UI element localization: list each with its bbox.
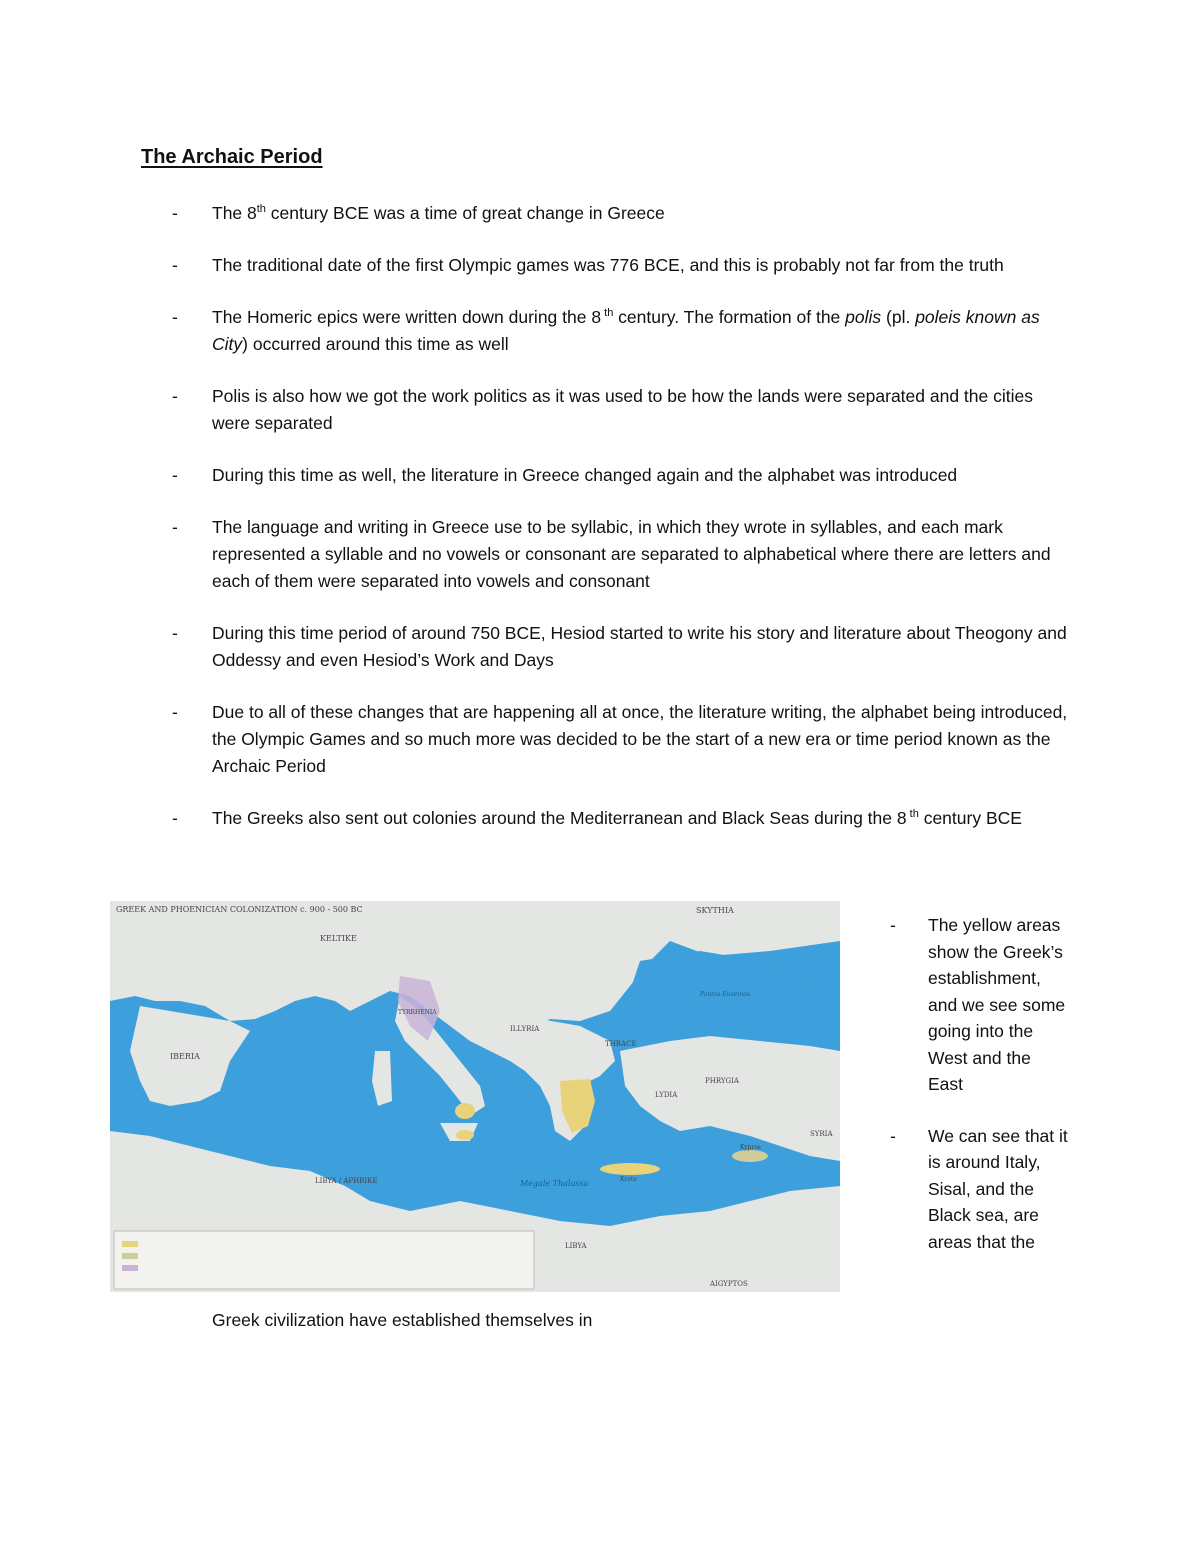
map-greek-south-italy [455, 1103, 475, 1119]
map-label-lydia: LYDIA [655, 1091, 678, 1099]
legend-swatch-greek [122, 1241, 138, 1247]
map-label-pontos-euxeinos: Pontos Euxeinos [700, 991, 750, 998]
list-item: - The yellow areas show the Greek’s establishment, and we see some going into the West and the East [890, 912, 1070, 1098]
map-title: GREEK AND PHOENICIAN COLONIZATION c. 900 - 500 BC [116, 905, 363, 914]
map-label-illyria: ILLYRIA [510, 1025, 540, 1033]
page-title: The Archaic Period [141, 146, 323, 168]
map-greek-sicily [456, 1130, 474, 1140]
bullet-dash: - [172, 808, 178, 828]
bullet-dash: - [172, 623, 178, 643]
map-label-aigyptos: AIGYPTOS [710, 1280, 748, 1288]
bullet-dash: - [172, 255, 178, 275]
legend-swatch-etruscan [122, 1265, 138, 1271]
map-label-libya: LIBYA [565, 1242, 587, 1250]
bullet-dash: - [172, 307, 178, 327]
map-label-keltike: KELTIKE [320, 934, 357, 943]
list-item: - The Greeks also sent out colonies around the Mediterranean and Black Seas during the 8 $^{th}$ century BCE [172, 805, 1072, 832]
side-bullet-list [890, 912, 1070, 1280]
bullet-dash: - [890, 1125, 896, 1146]
bullet-dash: - [172, 465, 178, 485]
map-label-megale-thalassa: Megale Thalassa [520, 1179, 589, 1188]
map-legend-box [114, 1231, 534, 1289]
list-item: - The traditional date of the first Olympic games was 776 BCE, and this is probably not far from the truth [172, 252, 1072, 279]
map-label-libya-aphrike: LIBYA / APHRIKE [315, 1177, 378, 1185]
list-item: - Due to all of these changes that are happening all at once, the literature writing, the alphabet being introduced, the Olympic Games and so much more was decided to be the start of a new era or time period known as the Archaic Period [172, 699, 1072, 780]
list-item: - The language and writing in Greece use to be syllabic, in which they wrote in syllables, and each mark represented a syllable and no vowels or consonant are separated to alphabetical where there are letters and each of them were separated into vowels and consonant [172, 514, 1072, 595]
map-label-kypros: Kypros [740, 1144, 761, 1151]
list-item: - The 8th century BCE was a time of great change in Greece [172, 200, 1072, 227]
map-label-krete: Krete [620, 1176, 637, 1183]
bullet-dash: - [172, 517, 178, 537]
bullet-dash: - [172, 386, 178, 406]
list-item: - During this time as well, the literature in Greece changed again and the alphabet was introduced [172, 462, 1072, 489]
map-cyprus [732, 1150, 768, 1162]
list-item: - The Homeric epics were written down during the 8 $^{th}$ century. The formation of the polis (pl. poleis known as City) occurred around this time as well [172, 304, 1072, 358]
map-label-tyrrhenia: TYRRHENIA [398, 1009, 437, 1016]
colonization-map [110, 901, 840, 1292]
bullet-dash: - [172, 702, 178, 722]
list-item: - We can see that it is around Italy, Sisal, and the Black sea, are areas that the [890, 1123, 1070, 1256]
legend-swatch-phoenician [122, 1253, 138, 1259]
map-label-phrygia: PHRYGIA [705, 1077, 739, 1085]
bullet-dash: - [890, 915, 896, 935]
map-label-iberia: IBERIA [170, 1052, 200, 1061]
list-item: - During this time period of around 750 BCE, Hesiod started to write his story and literature about Theogony and Oddessy and even Hesiod’s Work and Days [172, 620, 1072, 674]
map-svg [110, 901, 840, 1292]
map-label-thrace: THRACE [605, 1040, 637, 1048]
list-item: - Polis is also how we got the work politics as it was used to be how the lands were separated and the cities were separated [172, 383, 1072, 437]
map-crete [600, 1163, 660, 1175]
map-label-skythia: SKYTHIA [696, 906, 734, 915]
map-caption: Greek civilization have established themselves in [212, 1310, 593, 1330]
bullet-dash: - [172, 203, 178, 223]
bullet-list [172, 200, 1072, 857]
map-label-syria: SYRIA [810, 1130, 833, 1138]
